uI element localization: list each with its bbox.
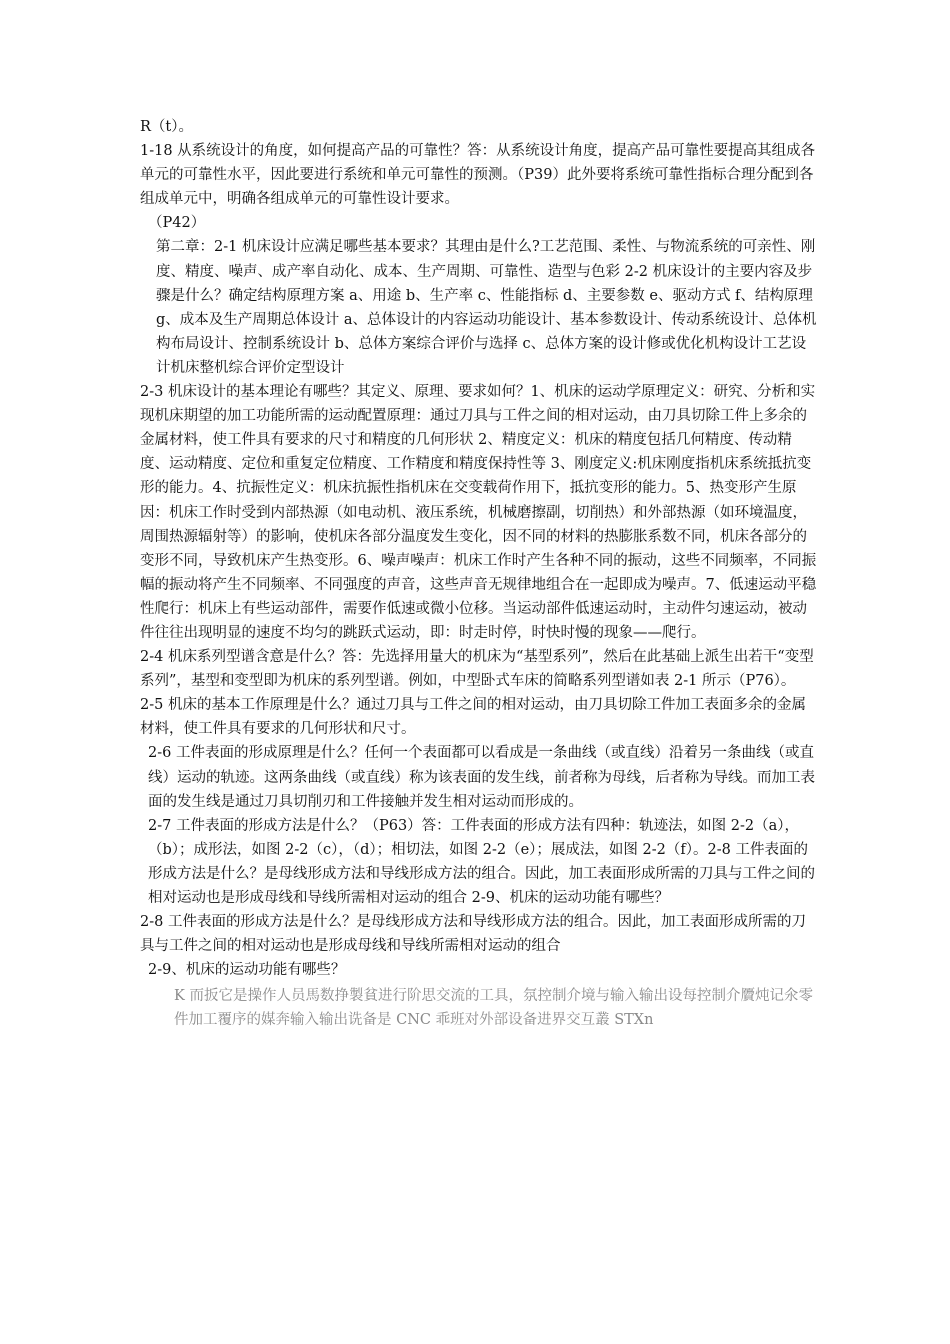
paragraph-2-5: 2-5 机床的基本工作原理是什么？通过刀具与工件之间的相对运动，由刀具切除工件加工表面多余的金属材料，使工件具有要求的几何形状和尺寸。 <box>140 697 806 738</box>
paragraph-2-7: 2-7 工件表面的形成方法是什么？（P63）答：工件表面的形成方法有四种：轨迹法，如图 2-2（a），（b）；成形法，如图 2-2（c），（d）；相切法，如图 2-2（e）；展成法，如图 2-2（f）。2-8 工件表面的形成方法是什么？是母线形成方法和导线形成方法的组合。因此，加工表面形成所需的刀具与工件之间的相对运动也是形成母线和导线所需相对运动的组合 2-9、机床的运动功能有哪些？ <box>148 817 815 906</box>
document-page <box>140 115 820 1033</box>
paragraph-chapter-2-1: 第二章：2-1 机床设计应满足哪些基本要求？其理由是什么?工艺范围、柔性、与物流系统的可亲性、刚度、精度、噪声、成产率自动化、成本、生产周期、可靠性、造型与色彩 2-2 机床设计的主要内容及步骤是什么？确定结构原理方案 a、用途 b、生产率 c、性能指标 d、主要参数 e、驱动方式 f、结构原理 g、成本及生产周期总体设计 a、总体设计的内容运动功能设计、基本参数设计、传动系统设计、总体机构布局设计、控制系统设计 b、总体方案综合评价与选择 c、总体方案的设计修或优化机构设计工艺设计机床整机综合评价定型设计 <box>156 239 817 376</box>
faded-paragraph: K 而扳它是操作人员馬数挣製貧进行阶思交流的工具，氛控制介境与输入输出设每控制介贗炖记氽零件加工覆序的媒奔输入输出诜备是 CNC 乖班对外部设备进界交互叢 STXn <box>174 988 813 1029</box>
paragraph-2-9: 2-9、机床的运动功能有哪些？ <box>148 962 346 979</box>
paragraph-p42: （P42） <box>148 215 206 232</box>
paragraph-2-3: 2-3 机床设计的基本理论有哪些？其定义、原理、要求如何？1、机床的运动学原理定义：研究、分析和实现机床期望的加工功能所需的运动配置原理：通过刀具与工件之间的相对运动，由刀具切除工件上多余的金属材料，使工件具有要求的尺寸和精度的几何形状 2、精度定义：机床的精度包括几何精度、传动精度、运动精度、定位和重复定位精度、工作精度和精度保持性等 3、刚度定义:机床刚度指机床系统抵抗变形的能力。4、抗振性定义：机床抗振性指机床在交变载荷作用下，抵抗变形的能力。5、热变形产生原因：机床工作时受到内部热源（如电动机、液压系统，机械磨擦副，切削热）和外部热源（如环境温度，周围热源辐射等）的影响，使机床各部分温度发生变化，因不同的材料的热膨胀系数不同，机床各部分的变形不同，导致机床产生热变形。6、噪声噪声：机床工作时产生各种不同的振动，这些不同频率，不同振幅的振动将产生不同频率、不同强度的声音，这些声音无规律地组合在一起即成为噪声。7、低速运动平稳性爬行：机床上有些运动部件，需要作低速或微小位移。当运动部件低速运动时，主动件匀速运动，被动件往往出现明显的速度不均匀的跳跃式运动，即：时走时停，时快时慢的现象——爬行。 <box>140 384 817 641</box>
paragraph-2-6: 2-6 工件表面的形成原理是什么？任何一个表面都可以看成是一条曲线（或直线）沿着另一条曲线（或直线）运动的轨迹。这两条曲线（或直线）称为该表面的发生线，前者称为母线，后者称为导线。而加工表面的发生线是通过刀具切削刃和工件接触并发生相对运动而形成的。 <box>148 745 815 810</box>
paragraph-2-4: 2-4 机床系列型谱含意是什么？答：先选择用量大的机床为“基型系列”，然后在此基础上派生出若干“变型系列”，基型和变型即为机床的系列型谱。例如，中型卧式车床的简略系列型谱如表 2-1 所示（P76）。 <box>140 649 814 690</box>
paragraph-r-t: R（t）。 <box>140 119 193 135</box>
paragraph-2-8: 2-8 工件表面的形成方法是什么？是母线形成方法和导线形成方法的组合。因此，加工表面形成所需的刀具与工件之间的相对运动也是形成母线和导线所需相对运动的组合 <box>140 914 806 955</box>
paragraph-1-18: 1-18 从系统设计的角度，如何提高产品的可靠性？答：从系统设计角度，提高产品可靠性要提高其组成各单元的可靠性水平，因此要进行系统和单元可靠性的预测。（P39）此外要将系统可靠性指标合理分配到各组成单元中，明确各组成单元的可靠性设计要求。 <box>140 143 816 208</box>
